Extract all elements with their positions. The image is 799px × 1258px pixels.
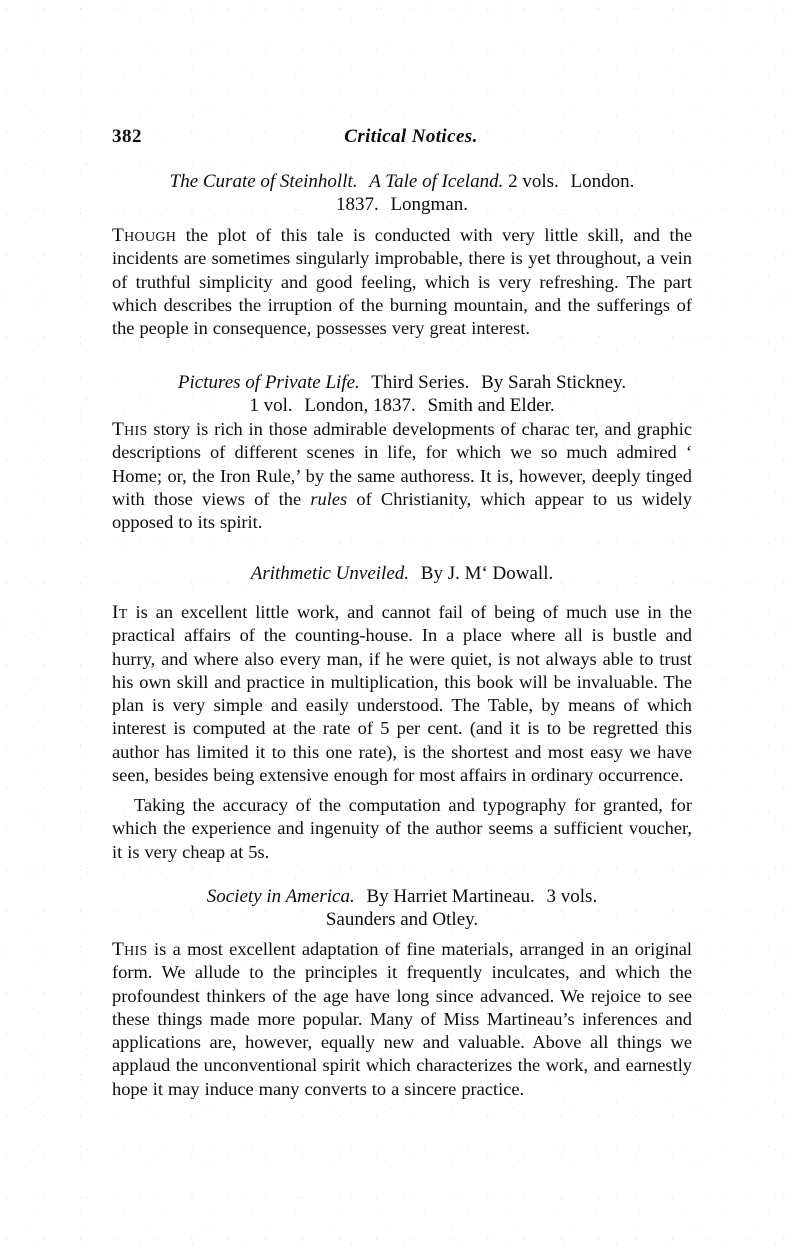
review-heading-curate [112,170,692,216]
paragraph-emphasis: rules [310,488,348,509]
work-year: 1837. [335,194,379,215]
review-heading-pictures [112,371,692,417]
work-title: Arithmetic Unveiled. [250,563,410,584]
paragraph-text-part-2: of Christianity, which appear to us widely opposed to its spirit. [112,488,692,533]
review-heading-line [112,371,692,394]
paragraph-opener: This [112,419,148,440]
review-heading-line [112,562,692,585]
review-heading-line [112,885,692,908]
page-folio-number: 382 [112,126,142,147]
work-place-year: London, 1837. [304,395,416,416]
paragraph-opener: Though [112,225,177,246]
review-body-society [112,938,692,1101]
work-series: Third Series. [371,372,470,393]
review-body-arithmetic [112,601,692,787]
work-author: By J. Mʻ Dowall. [420,563,554,584]
work-publisher: Smith and Elder. [427,395,555,416]
paragraph-opener: It [112,602,128,623]
work-author: By Harriet Martineau. [366,886,535,907]
work-title: The Curate of Steinhollt. [169,171,358,192]
work-author: By Sarah Stickney. [481,372,627,393]
running-head-title: Critical Notices. [344,126,478,147]
review-heading-arithmetic [112,562,692,585]
work-subtitle: A Tale of Iceland. [369,171,504,192]
review-body-curate [112,224,692,340]
work-volumes: 1 vol. [249,395,293,416]
paragraph-text-part-1: story is rich in those admirable developments of charac ter, and graphic descriptions of different scenes in life, for which we so much admired ‘ Home; or, the Iron Rule,’ by the same authoress. It is, however, deeply tinged with those views of the [112,419,692,509]
review-heading-line [112,908,692,931]
work-title: Society in America. [206,886,355,907]
review-body-pictures [112,418,692,534]
review-heading-line [112,170,692,193]
running-head [112,126,692,152]
body-paragraph: Taking the accuracy of the computation and typography for granted, for which the experience and ingenuity of the author seems a sufficient voucher, it is very cheap at 5s. [112,795,692,862]
body-paragraph [112,938,692,1101]
work-place: London. [570,171,635,192]
paragraph-opener: This [112,939,148,960]
work-title: Pictures of Private Life. [177,372,360,393]
paragraph-text: is an excellent little work, and cannot fail of being of much use in the practical affairs of the counting-house. In a place where all is bustle and hurry, and where also every man, if he were quiet, is not always able to trust his own skill and practice in multiplication, this book will be invaluable. The plan is very simple and easily understood. The Table, by means of which interest is computed at the rate of 5 per cent. (and it is to be regretted this author has limited it to this one rate), is the shortest and most easy we have seen, besides being extensive enough for most affairs in ordinary occurrence. [112,602,692,786]
body-paragraph [112,601,692,787]
review-body-arithmetic-continued [112,794,692,864]
body-paragraph [112,224,692,340]
review-heading-line [112,193,692,216]
paragraph-text: is a most excellent adaptation of fine materials, arranged in an original form. We allude to the principles it frequently inculcates, and which the profoundest thinkers of the age have long since advanced. We rejoice to see these things made more popular. Many of Miss Martineau’s inferences and applications are, however, equally new and valuable. Above all things we applaud the unconventional spirit which characterizes the work, and earnestly hope it may induce many converts to a sincere practice. [112,939,692,1099]
body-paragraph [112,418,692,534]
paragraph-text: the plot of this tale is conducted with very little skill, and the incidents are sometimes singularly improbable, there is yet throughout, a vein of truthful simplicity and good feeling, which is very refreshing. The part which describes the irruption of the burning mountain, and the sufferings of the people in consequence, possesses very great interest. [112,225,692,339]
work-volumes: 3 vols. [546,886,598,907]
work-publisher: Saunders and Otley. [325,909,479,930]
work-volumes: 2 vols. [508,171,559,192]
review-heading-line [112,394,692,417]
review-heading-society [112,885,692,931]
work-publisher: Longman. [390,194,469,215]
